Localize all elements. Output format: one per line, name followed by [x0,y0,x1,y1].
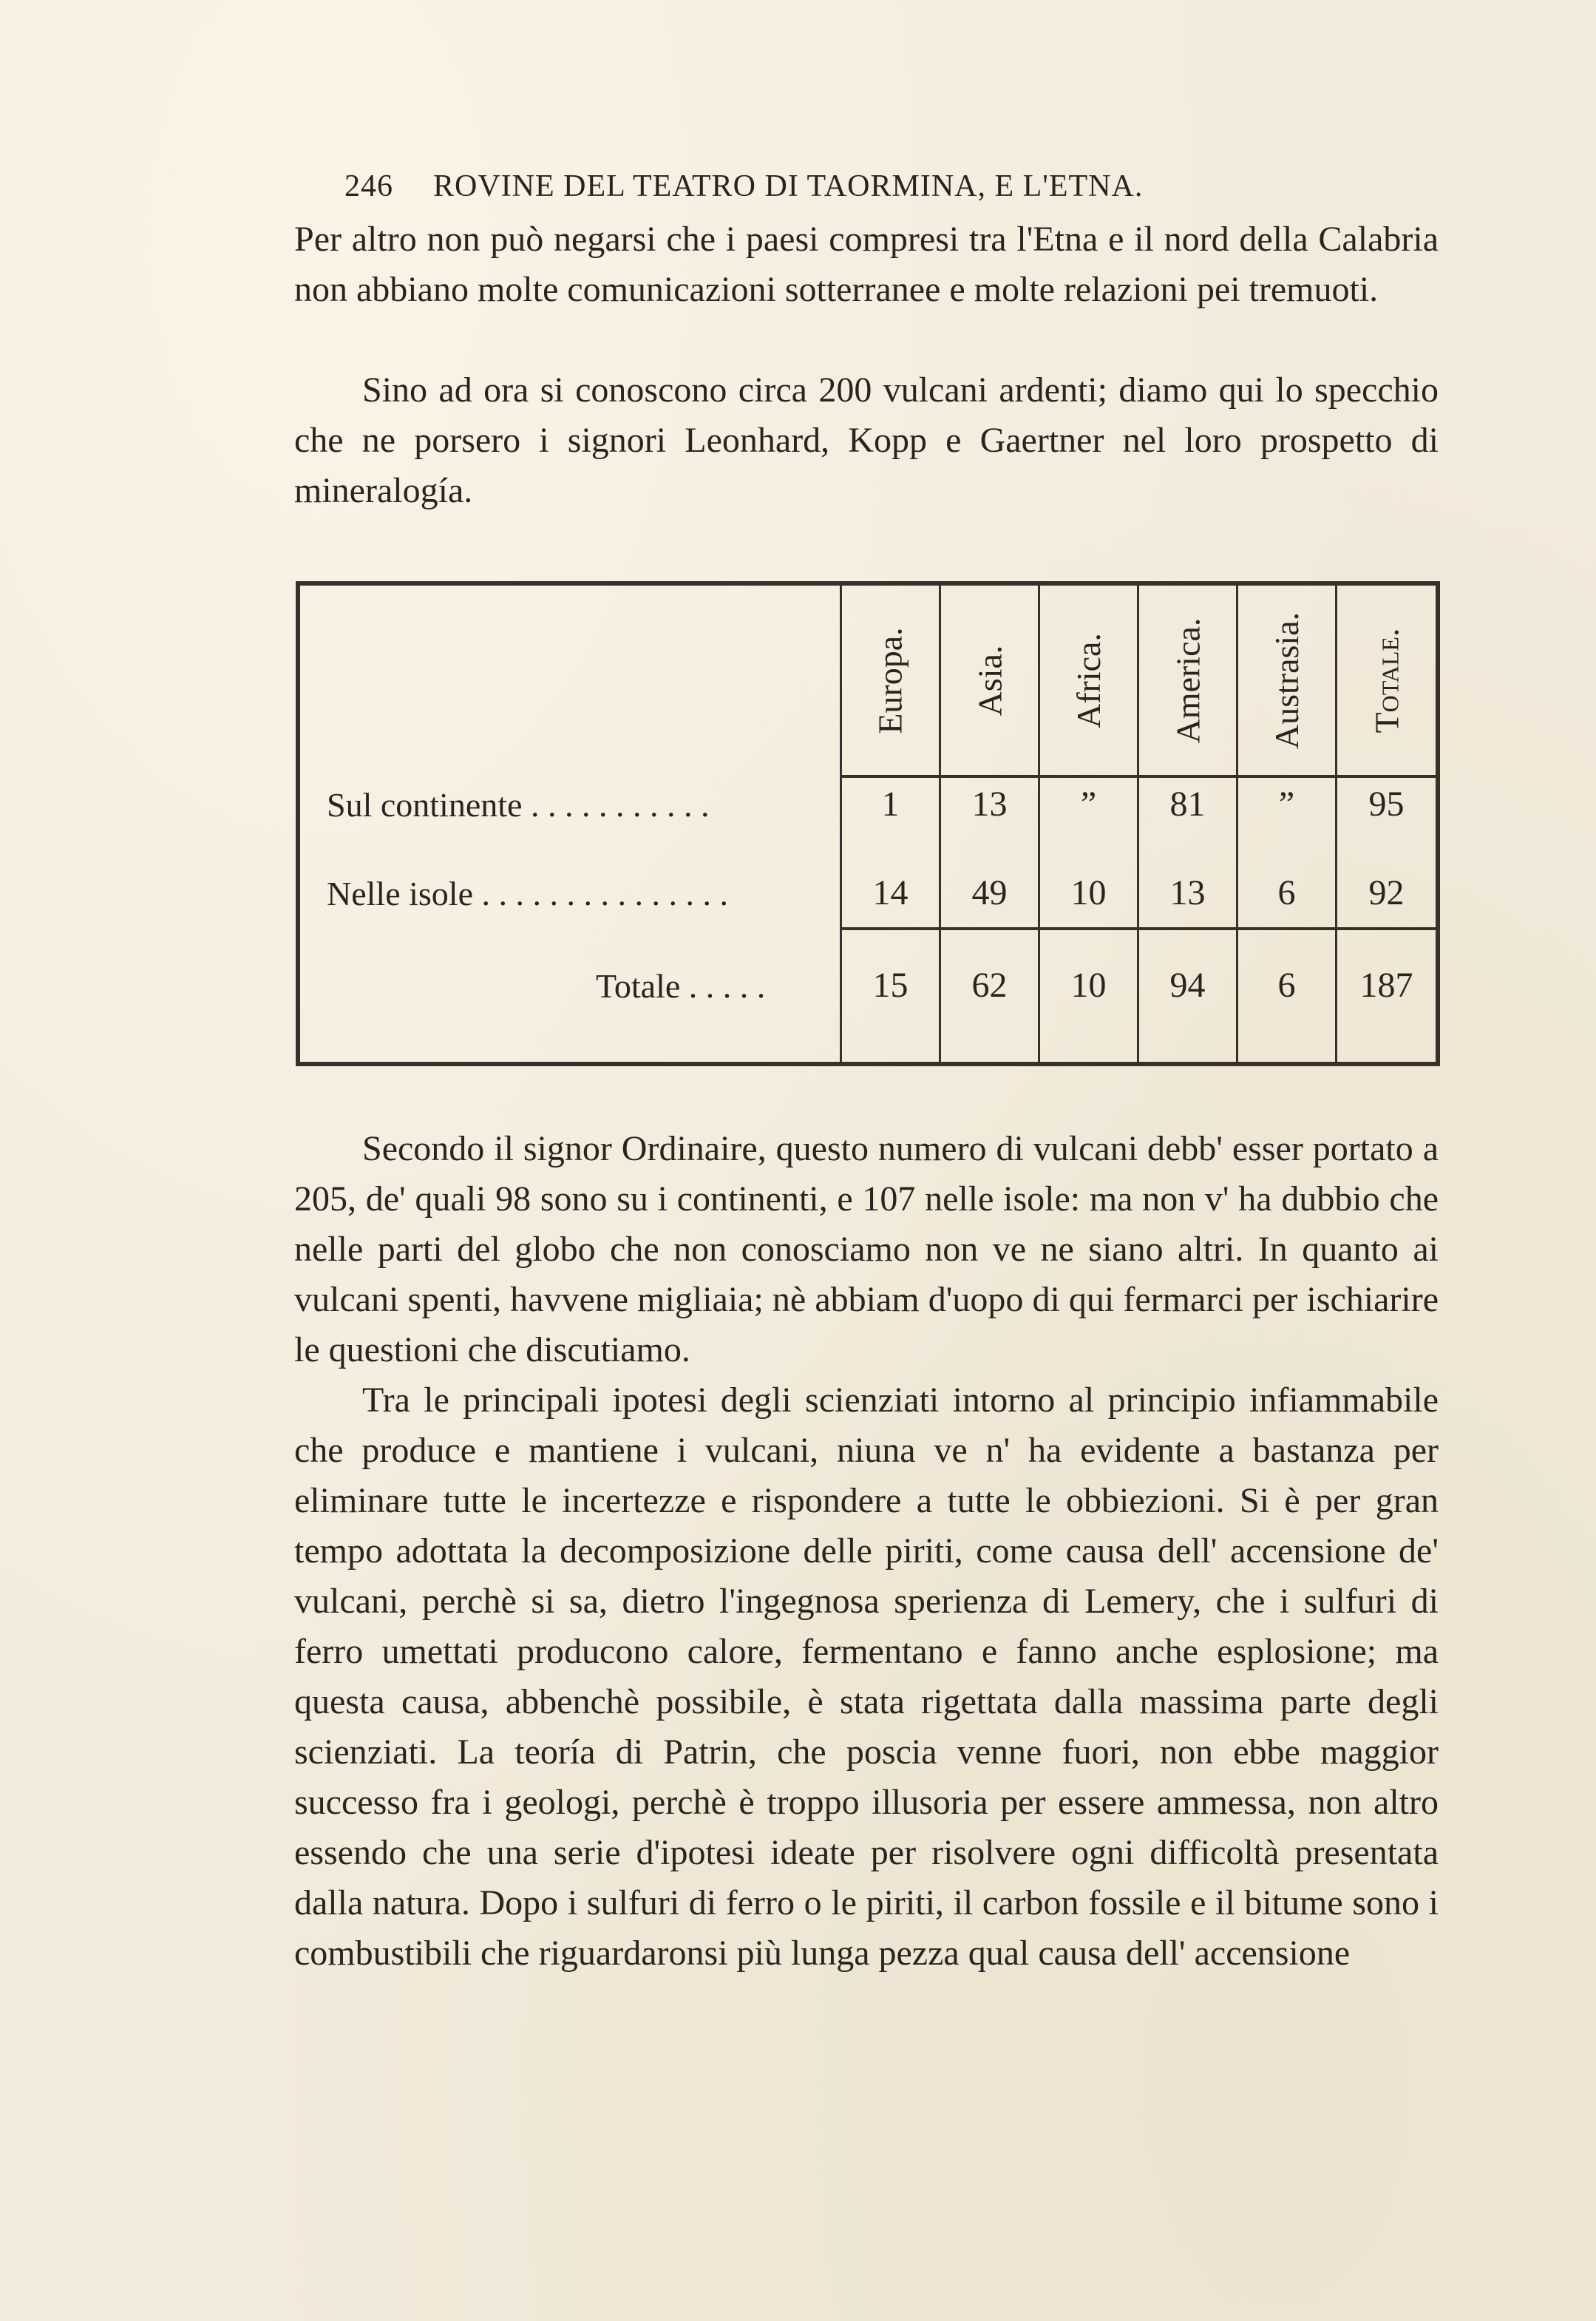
running-header [344,169,1276,204]
paragraph-3: Secondo il signor Ordinaire, questo numero di vulcani debb' esser portato a 205, de' quali 98 sono su i continenti, e 107 nelle isole: ma non v' ha dubbio che nelle parti del globo che non conosciamo non ve ne siano altri. In quanto ai vulcani spenti, havvene migliaia; nè abbiam d'uopo di qui fermarci per ischiarire le questioni che discutiamo. [294,1129,1439,1369]
table-cell: 10 [1070,966,1107,1005]
table-cell: 15 [872,966,909,1005]
table-cell: 6 [1277,873,1296,912]
table-cell: 49 [971,873,1008,912]
table-cell: 187 [1359,966,1413,1005]
col-header-america: America. [1169,617,1207,743]
table-cell: 92 [1368,873,1405,912]
row-label-totale: Totale . . . . . [596,967,766,1005]
table-cell: 10 [1070,873,1107,912]
col-header-totale: Totale. [1368,628,1405,733]
table-cell: 13 [971,785,1008,824]
row-label-continente: Sul continente . . . . . . . . . . . [327,786,710,824]
running-title: ROVINE DEL TEATRO DI TAORMINA, E L'ETNA. [433,169,1144,203]
table-total-rule [840,927,1436,930]
col-header-africa: Africa. [1069,632,1107,728]
volcano-table [296,581,1440,1066]
table-cell: ” [1278,785,1295,824]
table-cell: 14 [872,873,909,912]
col-header-asia: Asia. [970,645,1008,716]
paragraph-2: Sino ad ora si conoscono circa 200 vulcani ardenti; diamo qui lo specchio che ne porsero i signori Leonhard, Kopp e Gaertner nel loro prospetto di mineralogía. [294,370,1439,510]
table-cell: 62 [971,966,1008,1005]
row-label-isole: Nelle isole . . . . . . . . . . . . . . . [327,875,728,912]
table-cell: 95 [1368,785,1405,824]
table-cell: 6 [1277,966,1296,1005]
table-cell: 1 [881,785,900,824]
table-cell: 94 [1169,966,1206,1005]
table-cell: 81 [1169,785,1206,824]
table-cell: 13 [1169,873,1206,912]
table-cell: ” [1080,785,1097,824]
paragraph-4: Tra le principali ipotesi degli scienziati intorno al principio infiammabile che produce e mantiene i vulcani, niuna ve n' ha evidente a bastanza per eliminare tutte le incertezze e rispondere a tutte le obbiezioni. Si è per gran tempo adottata la decomposizione delle piriti, come causa dell' accensione de' vulcani, perchè si sa, dietro l'ingegnosa sperienza di Lemery, che i sulfuri di ferro umettati producono calore, fermentano e fanno anche esplosione; ma questa causa, abbenchè possibile, è stata rigettata dalla massima parte degli scienziati. La teoría di Patrin, che poscia venne fuori, non ebbe maggior successo fra i geologi, perchè è troppo illusoria per essere ammessa, non altro essendo che una serie d'ipotesi ideate per risolvere ogni difficoltà presentata dalla natura. Dopo i sulfuri di ferro o le piriti, il carbon fossile e il bitume sono i combustibili che riguardaronsi più lunga pezza qual causa dell' accensione [294,1380,1439,1973]
col-header-europa: Europa. [872,626,909,734]
col-header-austrasia: Austrasia. [1268,611,1305,749]
paragraph-1: Per altro non può negarsi che i paesi compresi tra l'Etna e il nord della Calabria non abbiano molte comunicazioni sotterranee e molte relazioni pei tremuoti. [294,220,1439,309]
page-number: 246 [344,169,393,203]
table-header-rule [840,775,1436,778]
